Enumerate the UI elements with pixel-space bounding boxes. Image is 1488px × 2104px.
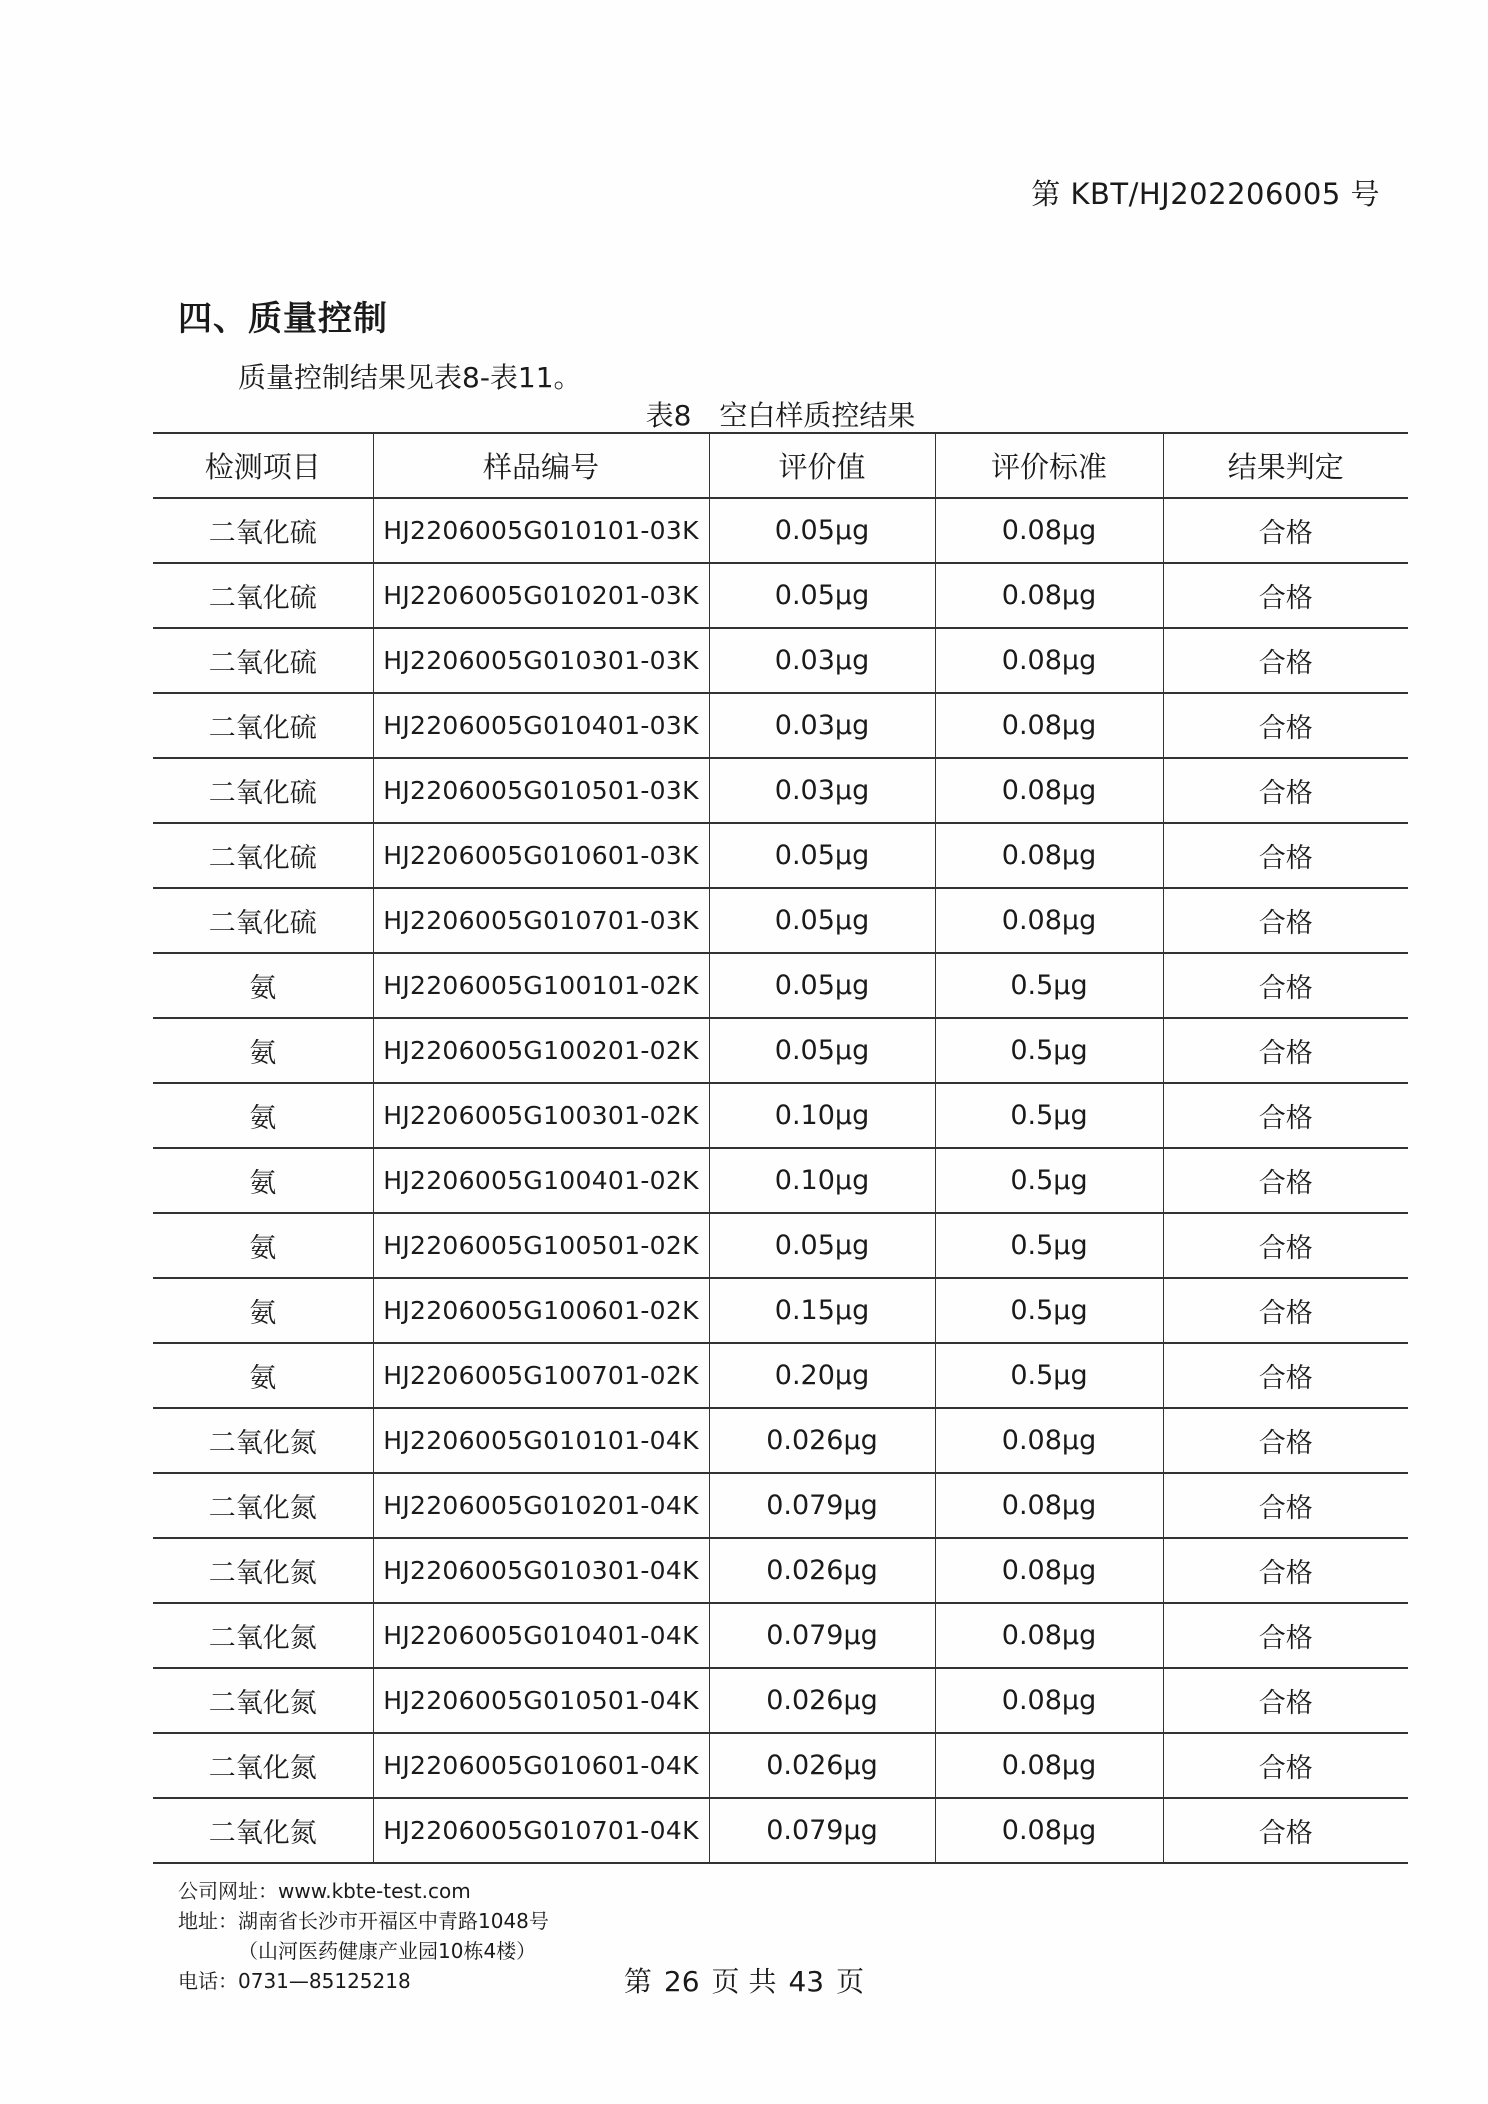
cell-test-item: 氨 [153,1148,373,1213]
cell-result: 合格 [1163,628,1408,693]
cell-value: 0.026μg [709,1733,935,1798]
table-row [153,1343,1408,1408]
table-caption: 表8 空白样质控结果 [645,399,916,432]
cell-sample-id: HJ2206005G010301-03K [373,628,709,693]
cell-standard: 0.5μg [935,953,1163,1018]
cell-sample-id: HJ2206005G100301-02K [373,1083,709,1148]
cell-standard: 0.08μg [935,498,1163,563]
table-row [153,1538,1408,1603]
table-row [153,953,1408,1018]
cell-result: 合格 [1163,1603,1408,1668]
cell-value: 0.03μg [709,758,935,823]
cell-value: 0.03μg [709,693,935,758]
cell-value: 0.026μg [709,1538,935,1603]
cell-standard: 0.08μg [935,1603,1163,1668]
column-header-sample-id: 样品编号 [373,433,709,498]
cell-standard: 0.5μg [935,1148,1163,1213]
cell-value: 0.05μg [709,953,935,1018]
page-current: 26 [663,1965,700,1998]
cell-result: 合格 [1163,888,1408,953]
table-row [153,1668,1408,1733]
cell-result: 合格 [1163,498,1408,563]
cell-standard: 0.08μg [935,1668,1163,1733]
page-number-suffix: 页 [836,1965,865,1998]
cell-test-item: 二氧化硫 [153,498,373,563]
cell-test-item: 二氧化硫 [153,823,373,888]
section-title: 四、质量控制 [178,299,388,339]
cell-test-item: 二氧化硫 [153,758,373,823]
cell-result: 合格 [1163,1538,1408,1603]
cell-value: 0.10μg [709,1148,935,1213]
cell-test-item: 氨 [153,1083,373,1148]
section-intro: 质量控制结果见表8-表11。 [238,361,582,394]
cell-value: 0.05μg [709,563,935,628]
cell-standard: 0.5μg [935,1343,1163,1408]
cell-result: 合格 [1163,1408,1408,1473]
cell-value: 0.15μg [709,1278,935,1343]
cell-value: 0.05μg [709,823,935,888]
cell-sample-id: HJ2206005G010701-03K [373,888,709,953]
table-row [153,1018,1408,1083]
cell-result: 合格 [1163,1798,1408,1863]
cell-value: 0.079μg [709,1603,935,1668]
company-phone: 电话：0731—85125218 [178,1969,411,1993]
cell-value: 0.10μg [709,1083,935,1148]
blank-sample-qc-table [153,432,1408,1864]
cell-sample-id: HJ2206005G100201-02K [373,1018,709,1083]
cell-test-item: 氨 [153,1343,373,1408]
cell-test-item: 二氧化氮 [153,1603,373,1668]
table-row [153,1213,1408,1278]
cell-standard: 0.08μg [935,888,1163,953]
cell-standard: 0.5μg [935,1213,1163,1278]
cell-result: 合格 [1163,823,1408,888]
table-row [153,1278,1408,1343]
cell-test-item: 二氧化硫 [153,888,373,953]
cell-sample-id: HJ2206005G010501-04K [373,1668,709,1733]
table-row [153,1473,1408,1538]
cell-test-item: 氨 [153,1213,373,1278]
cell-sample-id: HJ2206005G010701-04K [373,1798,709,1863]
page-number [0,1960,1488,2000]
cell-sample-id: HJ2206005G010201-03K [373,563,709,628]
cell-value: 0.05μg [709,888,935,953]
cell-test-item: 二氧化氮 [153,1668,373,1733]
cell-sample-id: HJ2206005G010401-04K [373,1603,709,1668]
cell-standard: 0.08μg [935,563,1163,628]
cell-value: 0.079μg [709,1473,935,1538]
cell-result: 合格 [1163,693,1408,758]
table-header-row [153,433,1408,498]
cell-test-item: 氨 [153,953,373,1018]
cell-result: 合格 [1163,1148,1408,1213]
table-row [153,1798,1408,1863]
table-row [153,888,1408,953]
cell-result: 合格 [1163,1343,1408,1408]
cell-result: 合格 [1163,1733,1408,1798]
cell-standard: 0.08μg [935,1798,1163,1863]
table-row [153,823,1408,888]
cell-standard: 0.08μg [935,628,1163,693]
cell-value: 0.05μg [709,1018,935,1083]
cell-value: 0.026μg [709,1668,935,1733]
column-header-result: 结果判定 [1163,433,1408,498]
table-row [153,1408,1408,1473]
cell-test-item: 二氧化氮 [153,1798,373,1863]
cell-test-item: 二氧化氮 [153,1408,373,1473]
cell-sample-id: HJ2206005G010401-03K [373,693,709,758]
table-row [153,1603,1408,1668]
cell-sample-id: HJ2206005G100101-02K [373,953,709,1018]
cell-result: 合格 [1163,1018,1408,1083]
table-row [153,1733,1408,1798]
table-row [153,498,1408,563]
cell-result: 合格 [1163,1473,1408,1538]
cell-sample-id: HJ2206005G100401-02K [373,1148,709,1213]
cell-standard: 0.08μg [935,1408,1163,1473]
cell-result: 合格 [1163,1083,1408,1148]
cell-standard: 0.5μg [935,1083,1163,1148]
cell-test-item: 二氧化氮 [153,1473,373,1538]
cell-result: 合格 [1163,953,1408,1018]
cell-sample-id: HJ2206005G100701-02K [373,1343,709,1408]
column-header-standard: 评价标准 [935,433,1163,498]
company-address-detail: （山河医药健康产业园10栋4楼） [238,1939,537,1963]
cell-sample-id: HJ2206005G010101-03K [373,498,709,563]
cell-sample-id: HJ2206005G010101-04K [373,1408,709,1473]
cell-standard: 0.5μg [935,1018,1163,1083]
report-number: 第 KBT/HJ202206005 号 [1031,177,1380,211]
cell-sample-id: HJ2206005G100601-02K [373,1278,709,1343]
cell-value: 0.05μg [709,498,935,563]
table-row [153,1083,1408,1148]
table-row [153,758,1408,823]
table-row [153,563,1408,628]
company-website: 公司网址：www.kbte-test.com [178,1879,471,1903]
cell-sample-id: HJ2206005G010201-04K [373,1473,709,1538]
cell-sample-id: HJ2206005G010601-04K [373,1733,709,1798]
cell-standard: 0.08μg [935,1538,1163,1603]
cell-result: 合格 [1163,1213,1408,1278]
table-body [153,498,1408,1863]
cell-test-item: 氨 [153,1278,373,1343]
cell-sample-id: HJ2206005G010601-03K [373,823,709,888]
page-total: 43 [788,1965,825,1998]
page-number-middle: 页 共 [711,1965,777,1998]
cell-test-item: 二氧化硫 [153,693,373,758]
column-header-value: 评价值 [709,433,935,498]
cell-standard: 0.5μg [935,1278,1163,1343]
cell-result: 合格 [1163,758,1408,823]
cell-sample-id: HJ2206005G010301-04K [373,1538,709,1603]
cell-test-item: 氨 [153,1018,373,1083]
cell-result: 合格 [1163,563,1408,628]
page-number-prefix: 第 [623,1965,652,1998]
table-row [153,693,1408,758]
company-address: 地址：湖南省长沙市开福区中青路1048号 [178,1909,549,1933]
cell-value: 0.026μg [709,1408,935,1473]
cell-result: 合格 [1163,1278,1408,1343]
cell-sample-id: HJ2206005G010501-03K [373,758,709,823]
column-header-item: 检测项目 [153,433,373,498]
cell-value: 0.20μg [709,1343,935,1408]
cell-test-item: 二氧化氮 [153,1733,373,1798]
cell-result: 合格 [1163,1668,1408,1733]
table-row [153,1148,1408,1213]
cell-standard: 0.08μg [935,1733,1163,1798]
cell-value: 0.03μg [709,628,935,693]
cell-test-item: 二氧化氮 [153,1538,373,1603]
cell-value: 0.05μg [709,1213,935,1278]
cell-test-item: 二氧化硫 [153,563,373,628]
cell-standard: 0.08μg [935,1473,1163,1538]
cell-sample-id: HJ2206005G100501-02K [373,1213,709,1278]
cell-value: 0.079μg [709,1798,935,1863]
cell-standard: 0.08μg [935,693,1163,758]
cell-test-item: 二氧化硫 [153,628,373,693]
cell-standard: 0.08μg [935,823,1163,888]
cell-standard: 0.08μg [935,758,1163,823]
table-row [153,628,1408,693]
